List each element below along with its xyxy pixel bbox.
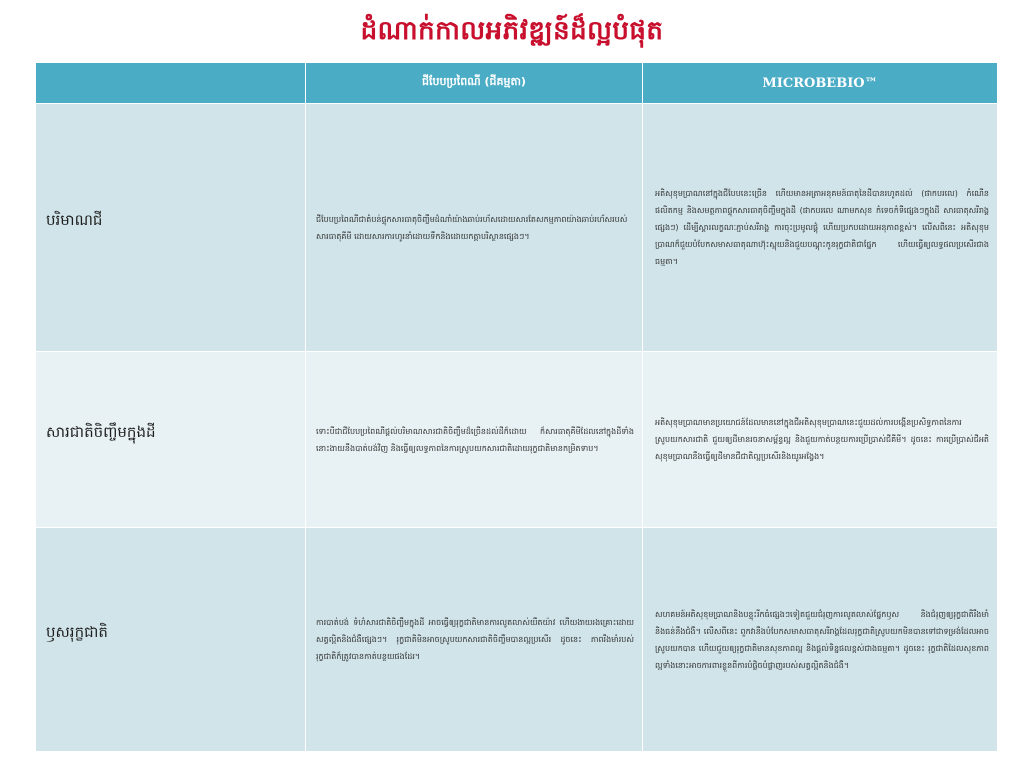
page-title: ដំណាក់កាលអភិវឌ្ឍន៍ដ៏ល្អបំផុត: [360, 16, 664, 46]
microbebio-cell: អតិសុខុមប្រាណនៅក្នុងជីបែបនេះច្រើន ហើយមានអត្រាអនុគមន៍ធាតុនៃដីបានរហូតដល់ (ផាកបរលេ) កំណើនផលិតកម្ម និងសមត្ថភាពផ្ទុកសារធាតុចិញ្ចឹមក្នុងដី (ផាកបរលេ ណាមកសុខ កំទេចកំទីផ្សេងៗក្នុងដី សារធាតុសរីរាង្គ ផ្សេងៗ) ដើម្បីស្ដារលក្ខណៈភ្ជាប់សរីរាង្គ ការចុះប្រមូលផ្ដុំ ហើយប្រកបដោយអនុភាពខ្ពស់។ លើសពីនេះ អតិសុខុមប្រាណក៏ជួយបំបែកសមាសធាតុណាហ៊ុះស្អុយនិងជួយបណ្តុះកូនរុក្ខជាតិជាផ្នែក ហើយធ្វើឲ្យលទ្ធផលប្រសើរជាងធម្មតា។: [643, 104, 998, 352]
traditional-cell: ទោះបីជាជីបែបប្រពៃណីផ្តល់បរិមាណសារជាតិចិញ្ចឹមដ៏ច្រើនដល់ដីក៏ដោយ ក៏សារធាតុគីមីដែលនៅក្នុងដីទាំងនោះងាយនឹងបាត់បង់វិញ និងធ្វើឲ្យលទ្ធភាពនៃការស្រូបយកសារជាតិដោយរុក្ខជាតិមានកម្រិតទាប។: [306, 352, 643, 528]
row-label: សារជាតិចិញ្ចឹមក្នុងដី: [36, 352, 306, 528]
header-label-cell: [36, 63, 306, 104]
traditional-cell: ជីបែបប្រពៃណីជាតំបន់ផ្ទុកសារធាតុចិញ្ចឹមដំណាំយ៉ាងឆាប់រហ័សដោយសារតែសកម្មភាពយ៉ាងឆាប់រហ័សរបស់សារធាតុគីមី ដោយសារការហូរនាំដោយទឹកនិងដោយកត្តាបរិស្ថានផ្សេងៗ។: [306, 104, 643, 352]
table-header-row: [36, 63, 998, 104]
row-label: ឫសរុក្ខជាតិ: [36, 528, 306, 752]
comparison-table: [35, 62, 998, 752]
header-traditional-fertilizer: ជីបែបប្រពៃណី (ជីគម្មតា): [306, 63, 643, 104]
table-row-soil-nutrients: [36, 352, 998, 528]
header-microbebio: MICROBEBIO™: [643, 63, 998, 104]
microbebio-cell: សហគមន៍អតិសុខុមប្រាណនិងបន្ទុះរីកធំផ្សេងៗទៀតជួយជំរុញការលូតលាស់ផ្នែកឫស និងជំរុញឲ្យរុក្ខជាតិរឹងមាំ និងធន់នឹងជំងឺ។ លើសពីនេះ ពួកវានឹងបំបែកសមាសធាតុសរីរាង្គដែលរុក្ខជាតិស្រូបយកមិនបានទៅជាទម្រង់ដែលអាចស្រូបយកបាន ហើយជួយឲ្យរុក្ខជាតិមានសុខភាពល្អ និងផ្តល់ទិន្នផលខ្ពស់ជាងធម្មតា។ ដូចនេះ រុក្ខជាតិដែលសុខភាពល្អទាំងនោះអាចការពារខ្លួនពីការបំផ្លិចបំផ្លាញរបស់សត្វល្អិតនិងជំងឺ។: [643, 528, 998, 752]
table-row-plant-roots: [36, 528, 998, 752]
row-label: បរិមាណជី: [36, 104, 306, 352]
microbebio-cell: អតិសុខុមប្រាណមានប្រយោជន៍ដែលមាននៅក្នុងជីអតិសុខុមប្រាណនេះជួយដល់ការបង្កើនប្រសិទ្ធភាពនៃការស្រូបយកសារជាតិ ជួយឲ្យដីមានរចនាសម្ព័ន្ធល្អ និងជួយកាត់បន្ថយការប្រើប្រាស់ជីគីមី។ ដូចនេះ ការប្រើប្រាស់ជីអតិសុខុមប្រាណនឹងធ្វើឲ្យដីមានជីជាតិល្អប្រសើរនិងយូរអង្វែង។: [643, 352, 998, 528]
table-row-fertilizer-amount: [36, 104, 998, 352]
traditional-cell: ការបាត់បង់ ទំហំសារជាតិចិញ្ចឹមក្នុងដី អាចធ្វើឲ្យរុក្ខជាតិមានការលូតលាស់យឺតយ៉ាវ ហើយងាយរងគ្រោះដោយសត្វល្អិតនិងជំងឺផ្សេងៗ។ រុក្ខជាតិមិនអាចស្រូបយកសារជាតិចិញ្ចឹមបានល្អប្រសើរ ដូចនេះ ភាពរឹងមាំរបស់រុក្ខជាតិក៏ត្រូវបានកាត់បន្ថយផងដែរ។: [306, 528, 643, 752]
